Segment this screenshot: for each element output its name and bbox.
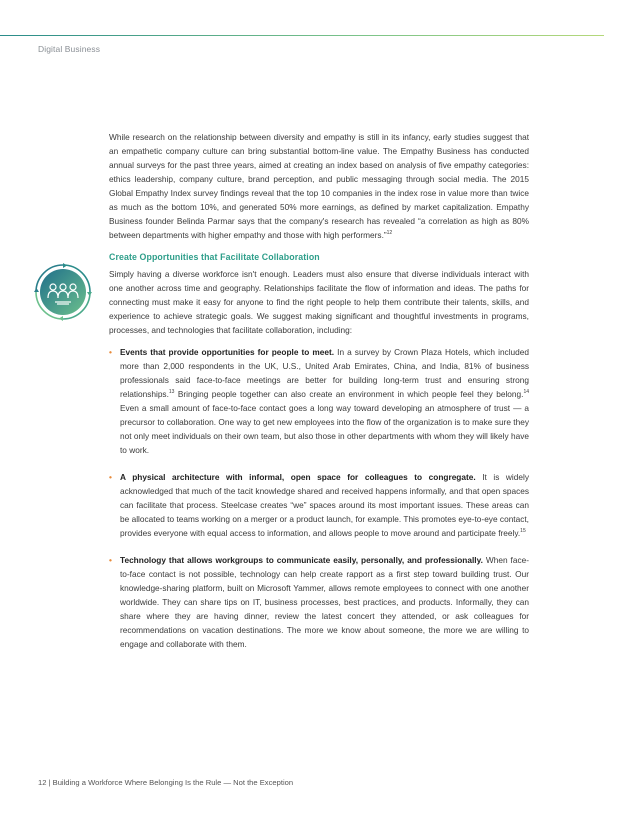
bullet-text: It is widely acknowledged that much of the tacit knowledge shared and received happens informally, and that open spaces can facilitate that process. Steelcase creates “we” spaces around its most important issues. These areas can be allocated to teams working on a merger or a product launch, for example. This promotes eye-to-eye contact, provides everyone with equal access to information, and allows people to move around and participate freely. [120, 472, 529, 538]
bullet-text: Bringing people together can also create an environment in which people feel they belong. [174, 389, 524, 399]
intro-paragraph [109, 130, 529, 242]
bullet-text: Even a small amount of face-to-face contact goes a long way toward developing an atmosphere of trust — a precursor to collaboration. One way to get new employees into the flow of the organization is to make sure they not only meet individuals on their own team, but also those in other departments with whom they will likely have to work. [120, 403, 529, 455]
page-footer: 12 | Building a Workforce Where Belonging Is the Rule — Not the Exception [38, 778, 294, 787]
header-rule [0, 35, 604, 36]
bullet-text: When face-to-face contact is not possible, technology can help create rapport as a first step toward building trust. Our knowledge-sharing platform, built on Microsoft Yammer, allows remote employees to connect with one another worldwide. They can share tips on IT, business processes, best practices, and products. Informally, they can share where they are having dinner, review the latest concert they attended, or ask colleagues for recommendations on vacation destinations. The more we know about someone, the more we are willing to engage and collaborate with them. [120, 555, 529, 649]
bullet-marker: • [109, 472, 112, 482]
footnote-ref[interactable]: 12 [386, 230, 393, 237]
section-heading: Create Opportunities that Facilitate Collaboration [109, 252, 320, 262]
list-item [109, 553, 529, 651]
list-item [109, 345, 529, 457]
intro-text: While research on the relationship between diversity and empathy is still in its infancy, early studies suggest that an empathetic company culture can bring substantial bottom-line value. The Empathy Business has conducted annual surveys for the past three years, aimed at creating an index based on analysis of five empathy categories: ethics leadership, company culture, brand perception, and public messaging through social media. The 2015 Global Empathy Index survey findings reveal that the top 10 companies in the index rose in value more than twice as much as the bottom 10%, and generated 50% more earnings, as defined by market capitalization. Empathy Business founder Belinda Parmar says that the company's research has revealed “a correlation as high as 80% between departments with higher empathy and those with high performers.” [109, 132, 529, 240]
collaboration-list [109, 345, 529, 651]
footnote-ref[interactable]: 14 [523, 389, 529, 396]
section-body: Simply having a diverse workforce isn't enough. Leaders must also ensure that diverse individuals interact with one another across time and geography. Relationships facilitate the flow of information and ideas. The paths for connecting must make it easy for anyone to find the right people to help them contribute their talents, skills, and experience to achieve strategic goals. We suggest making significant and thoughtful investments in programs, processes, and technologies that facilitate collaboration, including: [109, 269, 529, 335]
bullet-marker: • [109, 347, 112, 357]
bullet-title: A physical architecture with informal, open space for colleagues to congregate. [120, 472, 476, 482]
footnote-ref[interactable]: 15 [520, 528, 526, 535]
bullet-text: In a survey by Crown Plaza Hotels, which included more than 2,000 respondents in the UK, U.S., United Arab Emirates, China, and India, 81% of business professionals said face-to-face meetings are better for building long-term trust and ensuring strong relationships. [120, 347, 530, 399]
main-content [109, 130, 529, 664]
list-item [109, 470, 529, 540]
footnote-ref[interactable]: 13 [168, 389, 175, 396]
section-label: Digital Business [38, 44, 101, 54]
bullet-marker: • [109, 555, 112, 565]
people-collaboration-icon [33, 262, 93, 322]
bullet-title: Events that provide opportunities for people to meet. [120, 347, 335, 357]
bullet-title: Technology that allows workgroups to communicate easily, personally, and professionally. [120, 555, 483, 565]
